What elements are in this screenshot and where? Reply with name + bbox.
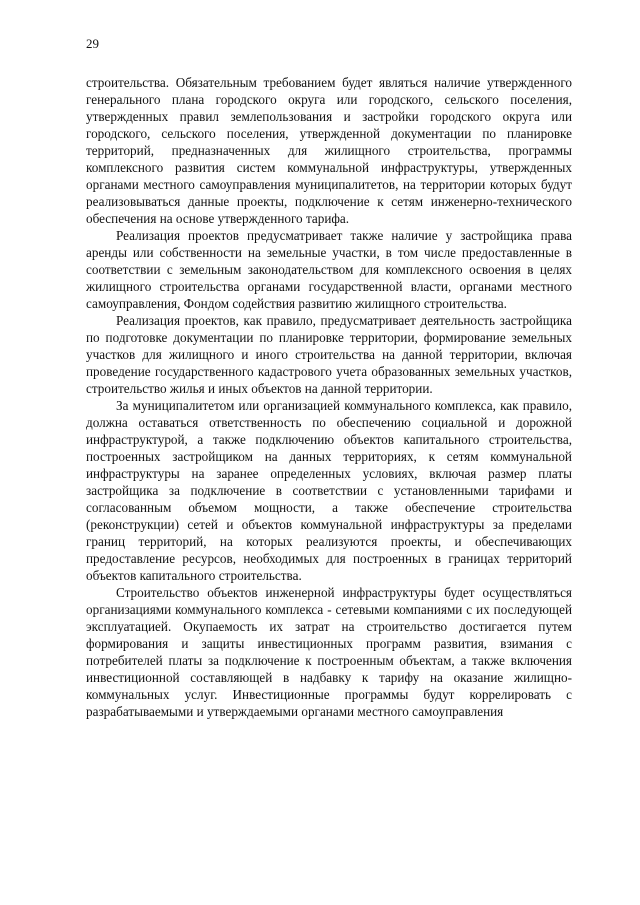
page-number: 29 — [86, 36, 99, 51]
paragraph-land-rights: Реализация проектов предусматривает также наличие у застройщика права аренды или собственности на земельные участки, в том числе предоставленные в соответствии с земельным законодательством для комплексного освоения в целях жилищного строительства органами государственной власти, органами местного самоуправления, Фондом содействия развитию жилищного строительства. — [86, 228, 572, 311]
paragraph-municipal-responsibility: За муниципалитетом или организацией коммунального комплекса, как правило, должна оставаться ответственность по обеспечению социальной и дорожной инфраструктурой, а также подключению объектов капитального строительства, построенных застройщиком на данных территориях, к сетям коммунальной инфраструктуры на заранее определенных условиях, включая размер платы застройщика за подключение в соответствии с установленными тарифами и согласованным объемом мощности, а также обеспечение строительства (реконструкции) сетей и объектов коммунальной инфраструктуры за пределами границ территорий, на которых реализуются проекты, и обеспечивающих предоставление ресурсов, необходимых для построенных в границах территорий объектов капитального строительства. — [86, 398, 572, 583]
paragraph-continuation: строительства. Обязательным требованием будет являться наличие утвержденного генерального плана городского округа или городского, сельского поселения, утвержденных правил землепользования и застройки городского округа или городского, сельского поселения, утвержденной документации по планировке территорий, предназначенных для жилищного строительства, программы комплексного развития систем коммунальной инфраструктуры, утвержденных органами местного самоуправления муниципалитетов, на территории которых будут реализовываться данные проекты, подключение к сетям инженерно-технического обеспечения на основе утвержденного тарифа. — [86, 75, 572, 226]
body-text — [86, 74, 572, 720]
paragraph-developer-activity: Реализация проектов, как правило, предусматривает деятельность застройщика по подготовке документации по планировке территории, формирование земельных участков для жилищного и иного строительства на данной территории, включая проведение государственного кадастрового учета образованных земельных участков, строительство жилья и иных объектов на данной территории. — [86, 313, 572, 396]
paragraph-engineering-infrastructure: Строительство объектов инженерной инфраструктуры будет осуществляться организациями коммунального комплекса - сетевыми компаниями с их последующей эксплуатацией. Окупаемость их затрат на строительство достигается путем формирования и защиты инвестиционных программ развития, взимания с потребителей платы за подключение к построенным объектам, а также включения инвестиционной составляющей в надбавку к тарифу на оказание жилищно-коммунальных услуг. Инвестиционные программы будут коррелировать с разрабатываемыми и утверждаемыми органами местного самоуправления — [86, 585, 572, 719]
